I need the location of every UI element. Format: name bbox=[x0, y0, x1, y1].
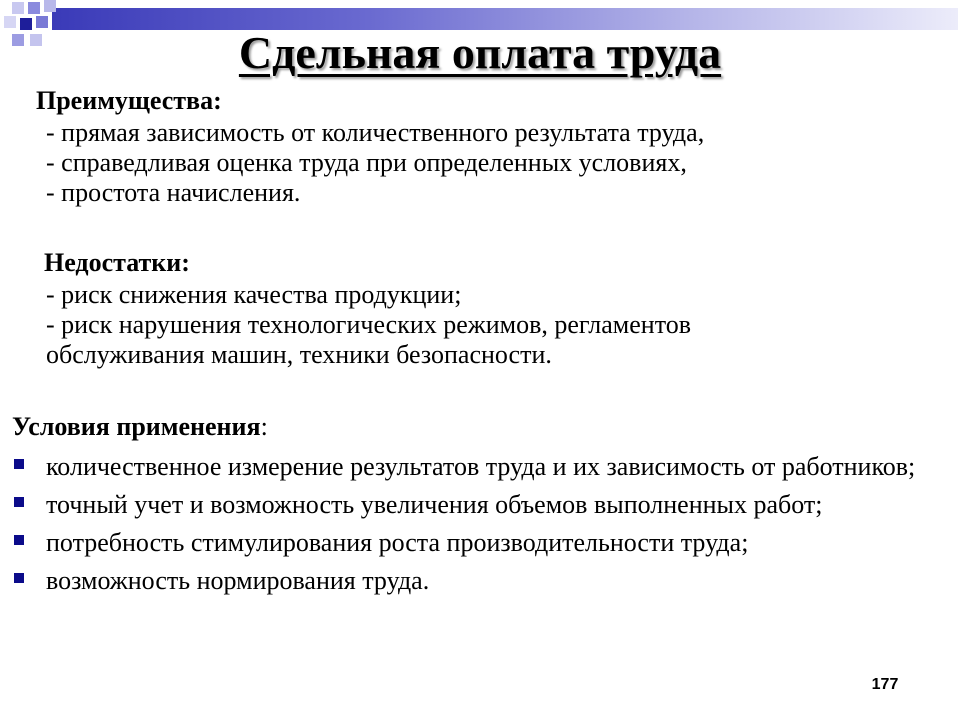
condition-item bbox=[10, 490, 940, 520]
page-title: Сдельная оплата труда bbox=[238, 27, 722, 78]
condition-text: точный учет и возможность увеличения объемов выполненных работ; bbox=[46, 490, 823, 519]
disadvantage-item: обслуживания машин, техники безопасности. bbox=[46, 340, 552, 369]
deco-square bbox=[28, 2, 40, 14]
square-bullet-icon bbox=[14, 535, 24, 545]
disadvantages-heading: Недостатки: bbox=[44, 248, 190, 277]
conditions-list bbox=[10, 452, 940, 596]
condition-item bbox=[10, 452, 940, 482]
advantage-item: - простота начисления. bbox=[46, 178, 301, 207]
advantage-item: - справедливая оценка труда при определенных условиях, bbox=[46, 148, 687, 177]
square-bullet-icon bbox=[14, 497, 24, 507]
disadvantage-item: - риск нарушения технологических режимов, регламентов bbox=[46, 310, 691, 339]
conditions-heading-colon: : bbox=[260, 412, 268, 441]
conditions-heading bbox=[12, 412, 268, 442]
condition-item bbox=[10, 528, 940, 558]
square-bullet-icon bbox=[14, 573, 24, 583]
disadvantage-item: - риск снижения качества продукции; bbox=[46, 280, 462, 309]
deco-square bbox=[44, 0, 56, 12]
page-number: 177 bbox=[871, 676, 899, 693]
disadvantages-list bbox=[46, 280, 691, 370]
square-bullet-icon bbox=[14, 459, 24, 469]
advantages-heading: Преимущества: bbox=[36, 86, 222, 115]
advantage-item: - прямая зависимость от количественного результата труда, bbox=[46, 118, 705, 147]
condition-text: возможность нормирования труда. bbox=[46, 566, 430, 595]
condition-text: потребность стимулирования роста производительности труда; bbox=[46, 528, 749, 557]
advantages-list bbox=[46, 118, 704, 208]
conditions-heading-text: Условия применения bbox=[12, 412, 261, 441]
condition-item bbox=[10, 566, 940, 596]
deco-square bbox=[12, 2, 24, 14]
condition-text: количественное измерение результатов труда и их зависимость от работников; bbox=[46, 452, 916, 481]
